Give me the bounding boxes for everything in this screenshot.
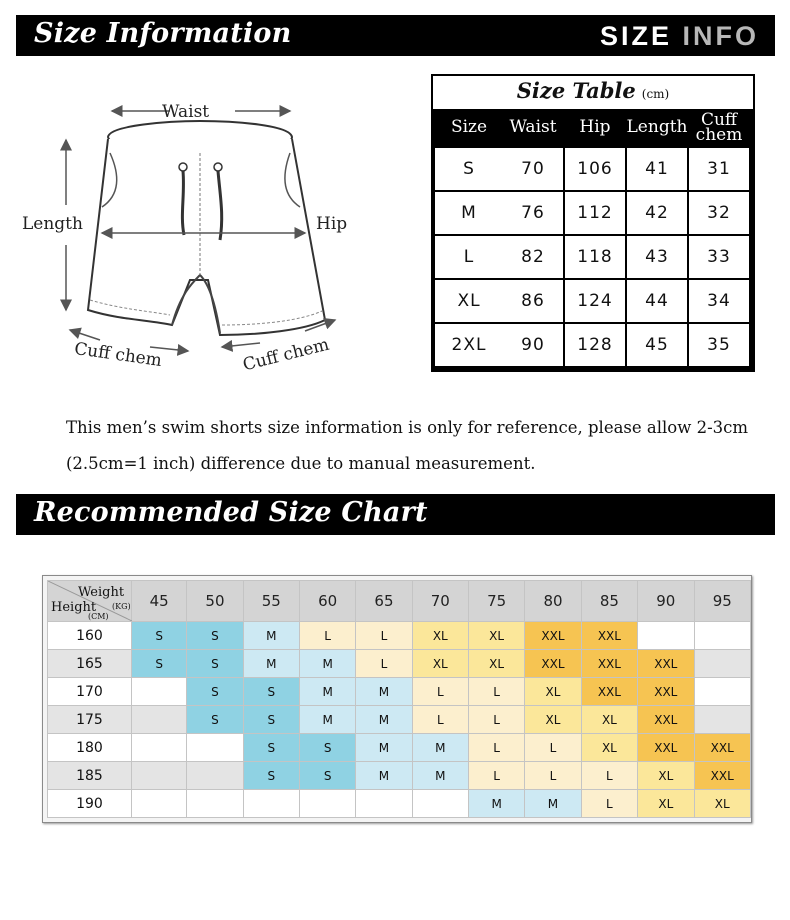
size-table-title-row	[433, 76, 753, 109]
size-cell: XL	[638, 762, 694, 790]
size-cell: XL	[468, 650, 524, 678]
size-table-cell: 44	[627, 280, 687, 322]
weight-header-cell: 70	[412, 581, 468, 622]
size-table-cell: 70	[503, 148, 563, 190]
recommended-size-chart-banner	[16, 494, 775, 535]
size-cell: M	[412, 734, 468, 762]
size-table-cell: S	[435, 148, 503, 190]
weight-header-cell: 50	[187, 581, 243, 622]
waist-label: Waist	[162, 102, 210, 122]
size-table-header	[433, 109, 753, 146]
size-table-unit: (cm)	[641, 87, 670, 101]
size-table-cell: 112	[565, 192, 625, 234]
size-cell: S	[299, 762, 355, 790]
size-table-cell: 35	[689, 324, 749, 366]
size-table-row	[433, 280, 753, 324]
weight-header-cell: 95	[694, 581, 751, 622]
size-cell	[694, 650, 751, 678]
size-cell: S	[299, 734, 355, 762]
size-cell: XXL	[694, 762, 751, 790]
height-label-cell: 175	[48, 706, 132, 734]
size-cell: XXL	[525, 650, 581, 678]
size-cell	[131, 762, 186, 790]
height-label-cell: 190	[48, 790, 132, 818]
size-table-row	[433, 148, 753, 192]
size-cell	[243, 790, 299, 818]
length-label: Length	[22, 214, 83, 234]
size-table-row	[433, 236, 753, 280]
size-cell	[187, 734, 243, 762]
size-table-cell: L	[435, 236, 503, 278]
recommended-size-chart	[42, 575, 752, 823]
size-table-cell: 42	[627, 192, 687, 234]
height-row	[48, 678, 751, 706]
size-cell	[694, 706, 751, 734]
measurement-note	[66, 410, 776, 482]
size-table-cell: 32	[689, 192, 749, 234]
size-cell: L	[581, 790, 637, 818]
size-cell	[131, 734, 186, 762]
size-cell: M	[299, 678, 355, 706]
size-cell: XL	[581, 706, 637, 734]
size-cell: S	[187, 706, 243, 734]
size-table-header-cell: Cuff chem	[695, 109, 743, 145]
size-cell: L	[356, 622, 412, 650]
size-table-cell: 106	[565, 148, 625, 190]
shorts-measurement-diagram	[20, 95, 400, 395]
size-cell: S	[243, 762, 299, 790]
size-cell	[638, 622, 694, 650]
size-cell: XXL	[525, 622, 581, 650]
size-cell: M	[356, 706, 412, 734]
size-cell: M	[525, 790, 581, 818]
weight-header-cell: 80	[525, 581, 581, 622]
size-cell	[131, 790, 186, 818]
size-cell: L	[299, 622, 355, 650]
size-table-cell: 2XL	[435, 324, 503, 366]
weight-unit: (KG)	[112, 602, 131, 611]
measurement-note-line-1: This men’s swim shorts size information is only for reference, please allow 2-3cm	[66, 418, 749, 437]
size-cell: L	[412, 678, 468, 706]
size-cell: L	[468, 734, 524, 762]
size-cell	[694, 678, 751, 706]
size-cell: S	[131, 650, 186, 678]
size-cell: XL	[694, 790, 751, 818]
size-cell: XL	[412, 650, 468, 678]
size-cell: S	[131, 622, 186, 650]
size-cell: S	[243, 734, 299, 762]
size-table-cell: 45	[627, 324, 687, 366]
weight-axis-label: Weight	[78, 585, 125, 600]
size-table-cell: 34	[689, 280, 749, 322]
size-cell: M	[243, 650, 299, 678]
size-table-cell: 124	[565, 280, 625, 322]
measurement-note-line-2: (2.5cm=1 inch) difference due to manual measurement.	[66, 454, 536, 473]
size-cell	[187, 762, 243, 790]
height-row	[48, 650, 751, 678]
size-table-cell: 31	[689, 148, 749, 190]
size-cell: M	[468, 790, 524, 818]
weight-header-cell: 55	[243, 581, 299, 622]
recommended-size-chart-title: Recommended Size Chart	[34, 497, 428, 528]
cuff-chem-label-right: Cuff chem	[240, 334, 332, 376]
weight-header-cell: 60	[299, 581, 355, 622]
size-cell	[356, 790, 412, 818]
size-cell: XXL	[694, 734, 751, 762]
size-table-cell: 33	[689, 236, 749, 278]
height-label-cell: 180	[48, 734, 132, 762]
weight-header-cell: 85	[581, 581, 637, 622]
size-cell: M	[299, 706, 355, 734]
size-cell: L	[468, 706, 524, 734]
height-label-cell: 185	[48, 762, 132, 790]
size-info-label	[600, 21, 759, 52]
size-cell: L	[525, 734, 581, 762]
size-cell: M	[243, 622, 299, 650]
size-cell: S	[187, 678, 243, 706]
size-info-word-size: SIZE	[599, 21, 672, 51]
size-table-row	[433, 324, 753, 368]
weight-header-cell: 90	[638, 581, 694, 622]
size-table-cell: 43	[627, 236, 687, 278]
size-table-cell: XL	[435, 280, 503, 322]
weight-header-cell: 75	[468, 581, 524, 622]
height-row	[48, 762, 751, 790]
size-table-header-cell: Hip	[579, 117, 611, 137]
size-cell	[187, 790, 243, 818]
size-table-cell: 82	[503, 236, 563, 278]
size-cell: XL	[581, 734, 637, 762]
height-row	[48, 706, 751, 734]
size-info-word-info: INFO	[682, 21, 759, 51]
size-cell: L	[468, 678, 524, 706]
size-table-header-cell: Size	[450, 117, 488, 137]
size-cell: L	[412, 706, 468, 734]
size-cell: XL	[638, 790, 694, 818]
height-row	[48, 622, 751, 650]
size-cell: XL	[412, 622, 468, 650]
height-label-cell: 165	[48, 650, 132, 678]
weight-height-size-grid	[47, 580, 751, 818]
size-table-cell: M	[435, 192, 503, 234]
size-table-cell: 118	[565, 236, 625, 278]
size-cell: XXL	[638, 706, 694, 734]
size-cell: L	[356, 650, 412, 678]
size-table-row	[433, 192, 753, 236]
size-table-title: Size Table	[516, 78, 636, 103]
size-cell: S	[243, 678, 299, 706]
size-cell: S	[243, 706, 299, 734]
size-cell: XL	[525, 706, 581, 734]
size-cell: M	[356, 762, 412, 790]
size-cell: S	[187, 622, 243, 650]
size-cell: XL	[525, 678, 581, 706]
size-table-cell: 76	[503, 192, 563, 234]
size-grid-body	[48, 622, 751, 818]
height-unit: (CM)	[88, 612, 109, 621]
size-cell: M	[299, 650, 355, 678]
size-cell: M	[356, 678, 412, 706]
height-axis-label: Height	[51, 600, 97, 615]
size-cell	[412, 790, 468, 818]
weight-header-cell: 45	[131, 581, 186, 622]
size-cell: XXL	[638, 734, 694, 762]
size-cell: S	[187, 650, 243, 678]
size-table-cell: 86	[503, 280, 563, 322]
size-table-cell: 90	[503, 324, 563, 366]
size-table-header-cell: Length	[626, 117, 688, 137]
hip-label: Hip	[316, 214, 348, 234]
size-cell: M	[356, 734, 412, 762]
height-row	[48, 734, 751, 762]
size-information-banner	[16, 15, 775, 56]
size-table-cell: 128	[565, 324, 625, 366]
weight-header-cell: 65	[356, 581, 412, 622]
size-cell: XXL	[638, 650, 694, 678]
size-cell: L	[468, 762, 524, 790]
size-information-title: Size Information	[34, 18, 292, 49]
size-cell	[131, 706, 186, 734]
height-label-cell: 170	[48, 678, 132, 706]
size-cell: XXL	[581, 678, 637, 706]
size-cell	[694, 622, 751, 650]
size-cell: XXL	[581, 650, 637, 678]
size-cell	[299, 790, 355, 818]
cuff-chem-label-left: Cuff chem	[73, 338, 164, 372]
size-cell: M	[412, 762, 468, 790]
height-label-cell: 160	[48, 622, 132, 650]
size-cell: XXL	[638, 678, 694, 706]
weight-header-row	[48, 581, 751, 622]
size-table-cell: 41	[627, 148, 687, 190]
size-cell: L	[581, 762, 637, 790]
size-cell: L	[525, 762, 581, 790]
size-cell: XL	[468, 622, 524, 650]
size-cell	[131, 678, 186, 706]
height-row	[48, 790, 751, 818]
size-cell: XXL	[581, 622, 637, 650]
size-table-header-cell: Waist	[509, 117, 557, 137]
size-table	[431, 74, 755, 372]
weight-height-corner	[48, 581, 132, 622]
